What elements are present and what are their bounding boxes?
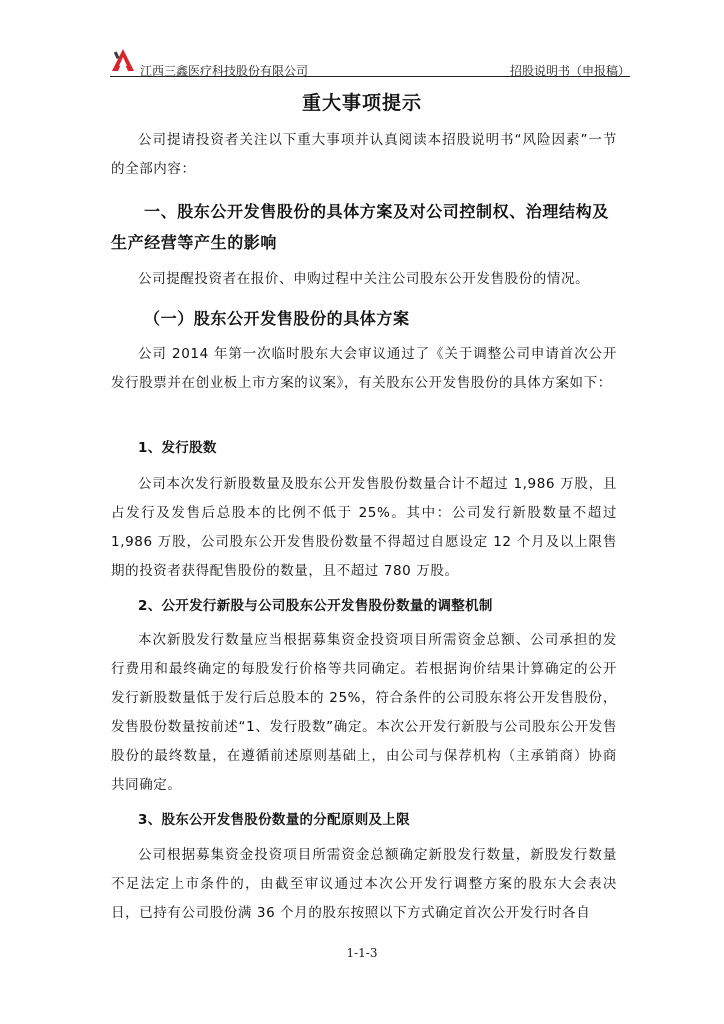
intro-paragraph: 公司提请投资者关注以下重大事项并认真阅读本招股说明书“风险因素”一节的全部内容： xyxy=(111,132,617,177)
header-rule xyxy=(110,76,630,77)
subsection-1-paragraph: 公司 2014 年第一次临时股东大会审议通过了《关于调整公司申请首次公开发行股票并在创业板上市方案的议案》，有关股东公开发售股份的具体方案如下： xyxy=(111,346,617,391)
section-1-paragraph: 公司提醒投资者在报价、申购过程中关注公司股东公开发售股份的情况。 xyxy=(138,271,590,287)
page-header xyxy=(110,46,630,76)
item-3-heading: 3、股东公开发售股份数量的分配原则及上限 xyxy=(138,812,410,828)
document-type: 招股说明书（申报稿） xyxy=(509,64,630,78)
page-title: 重大事项提示 xyxy=(301,92,422,114)
company-logo-icon xyxy=(110,48,136,72)
item-2-heading: 2、公开发行新股与公司股东公开发售股份数量的调整机制 xyxy=(138,598,493,614)
item-1-heading: 1、发行股数 xyxy=(138,440,217,456)
item-1-paragraph: 公司本次发行新股数量及股东公开发售股份数量合计不超过 1,986 万股，且占发行及发售后总股本的比例不低于 25%。其中：公司发行新股数量不超过1,986 万股，公司股东公开发售股份数量不得超过自愿设定 12 个月及以上限售期的投资者获得配售股份的数量，且不超过 780 万股。 xyxy=(111,476,617,579)
company-name: 江西三鑫医疗科技股份有限公司 xyxy=(140,64,309,78)
item-2-paragraph: 本次新股发行数量应当根据募集资金投资项目所需资金总额、公司承担的发行费用和最终确定的每股发行价格等共同确定。若根据询价结果计算确定的公开发行新股数量低于发行后总股本的 25%，符合条件的公司股东将公开发售股份，发售股份数量按前述“1、发行股数”确定。本次公开发行新股与公司股东公开发售股份的最终数量，在遵循前述原则基础上，由公司与保荐机构（主承销商）协商共同确定。 xyxy=(111,632,617,793)
page-number: 1-1-3 xyxy=(346,946,378,960)
item-3-paragraph: 公司根据募集资金投资项目所需资金总额确定新股发行数量，新股发行数量不足法定上市条件的，由截至审议通过本次公开发行调整方案的股东大会表决日，已持有公司股份满 36 个月的股东按照以下方式确定首次公开发行时各自 xyxy=(111,847,617,921)
section-1-heading: 一、股东公开发售股份的具体方案及对公司控制权、治理结构及生产经营等产生的影响 xyxy=(111,202,609,252)
subsection-1-heading: （一）股东公开发售股份的具体方案 xyxy=(144,309,410,328)
